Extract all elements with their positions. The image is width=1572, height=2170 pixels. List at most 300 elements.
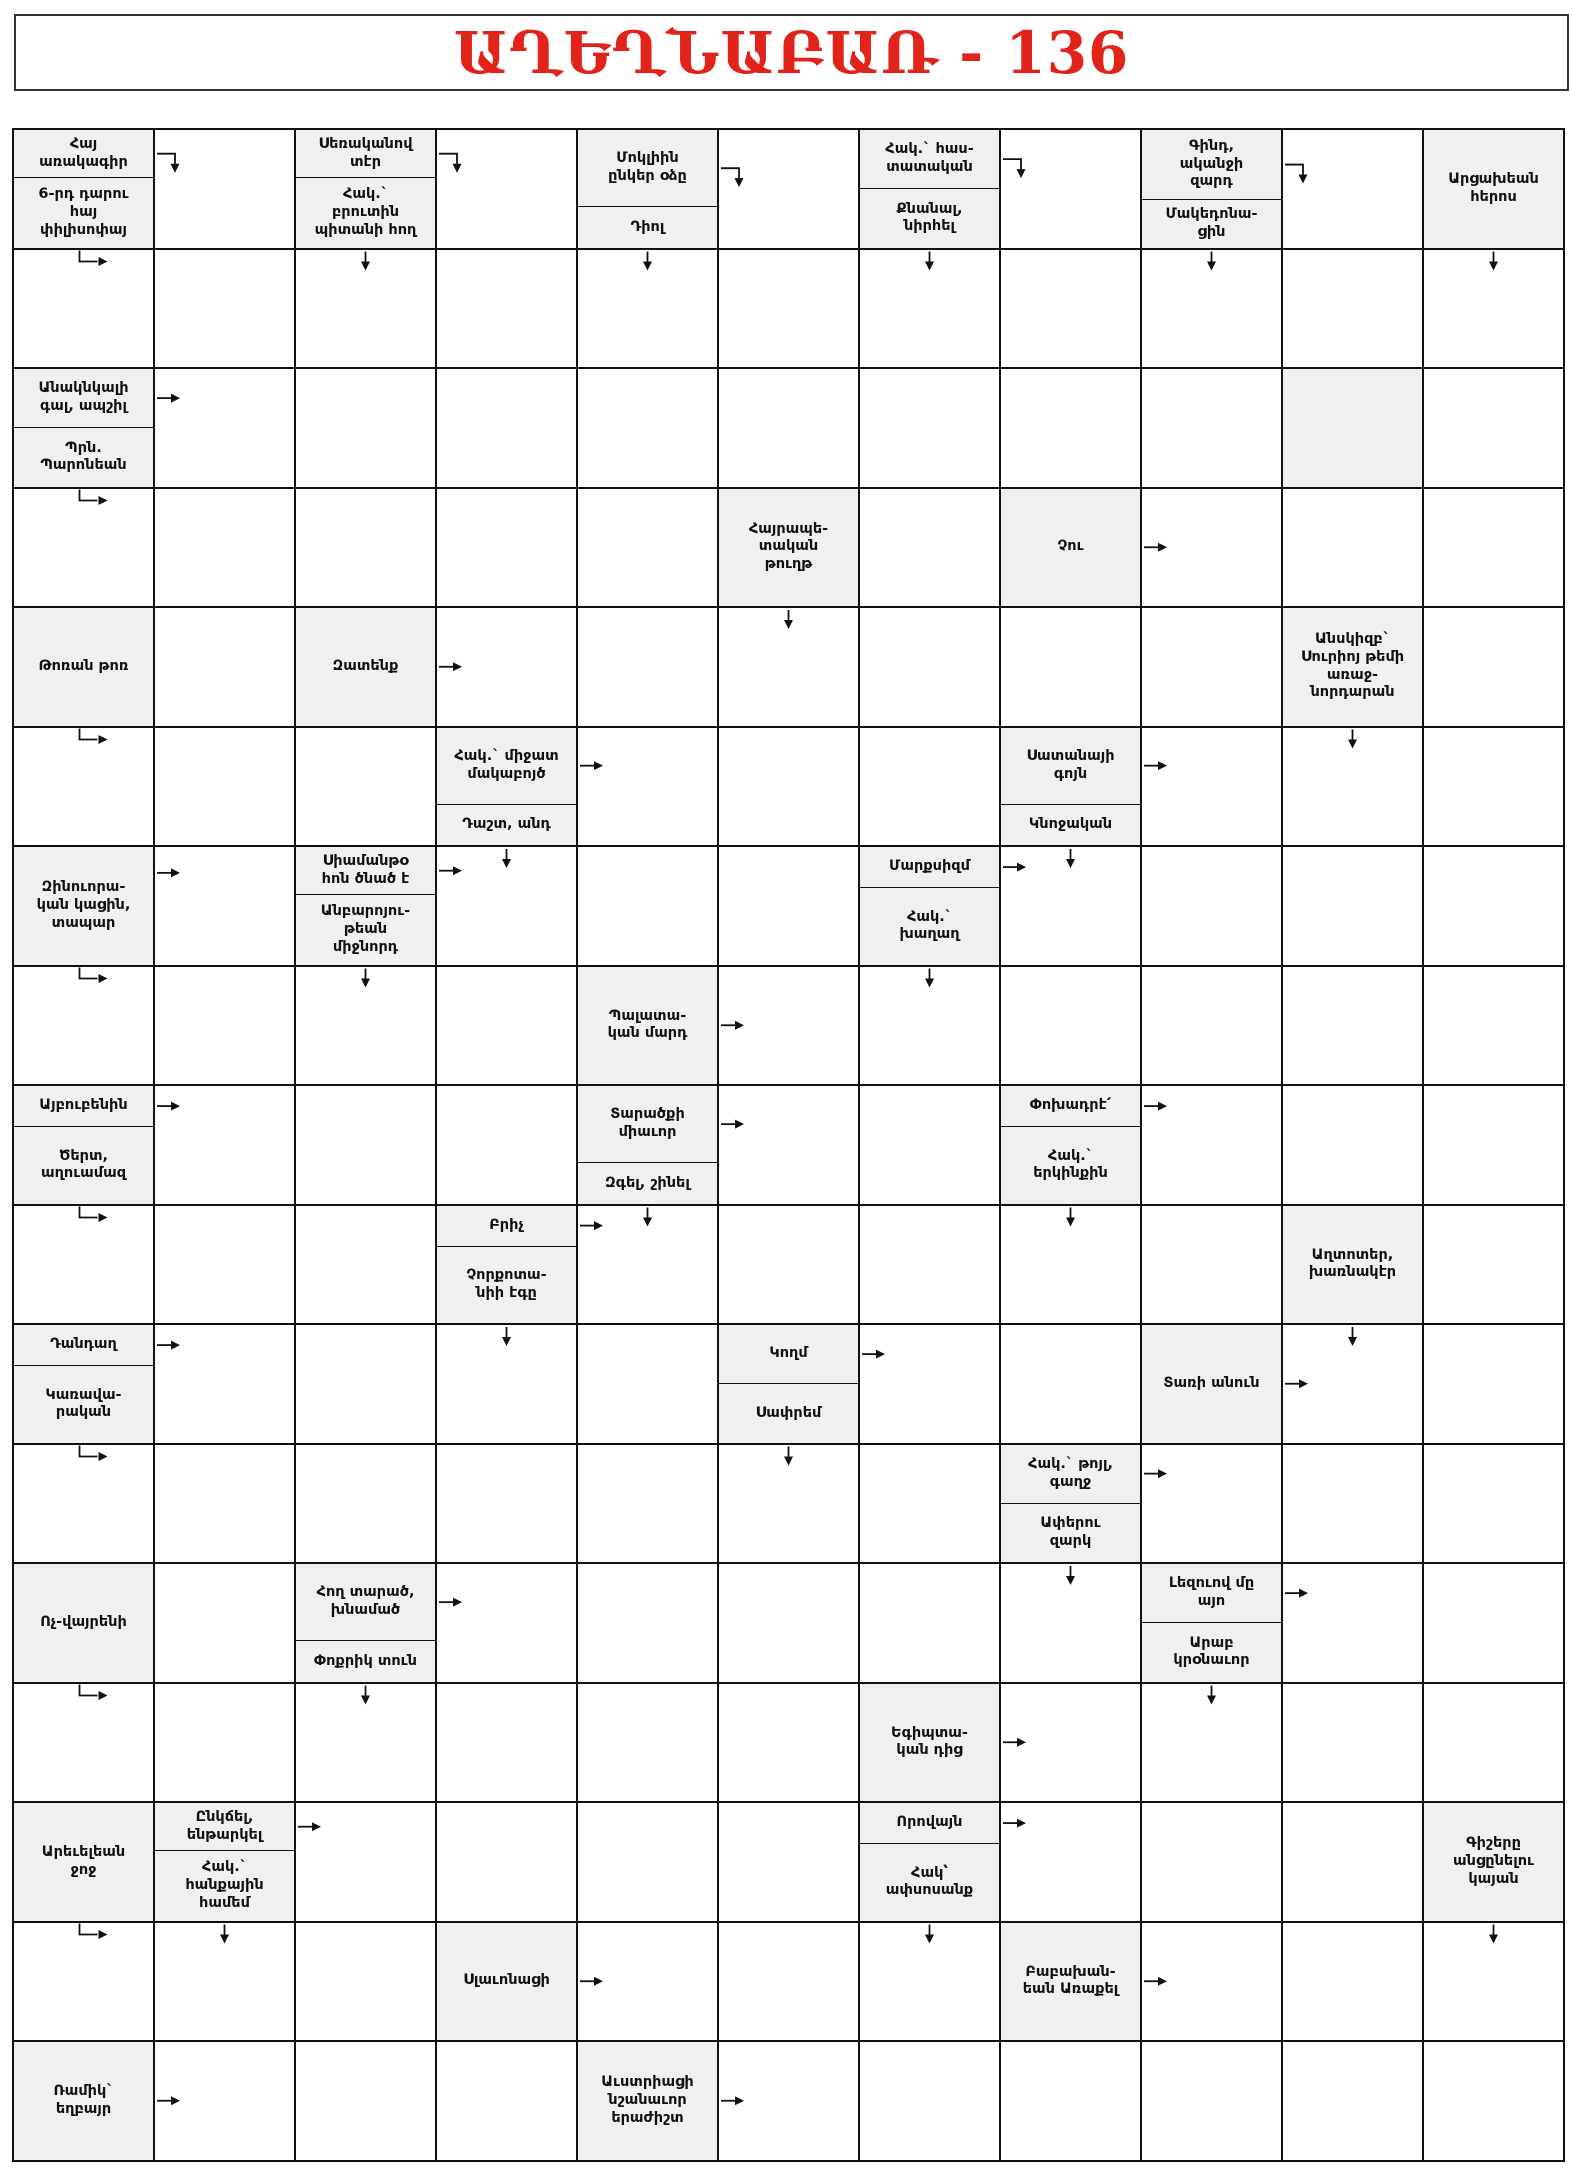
clue-text: Ռամիկ` եղբայր [53,2083,114,2117]
answer-cell[interactable] [578,1923,719,2043]
answer-cell[interactable] [155,250,296,370]
answer-cell[interactable] [155,608,296,728]
clue-box [578,2042,717,2160]
clue-cell [14,1803,155,1923]
answer-cell[interactable] [1001,369,1142,489]
answer-cell[interactable] [437,847,578,967]
answer-cell[interactable] [1142,1684,1283,1804]
answer-cell[interactable] [437,608,578,728]
split-clue-cell [296,847,437,967]
clue-text: Հայրապե- տական թուղթ [748,520,829,573]
answer-cell[interactable] [155,2042,296,2162]
answer-cell[interactable] [14,1206,155,1326]
answer-cell[interactable] [1001,1564,1142,1684]
answer-cell[interactable] [1001,1684,1142,1804]
answer-cell[interactable] [719,1445,860,1565]
answer-cell[interactable] [1424,1086,1565,1206]
answer-cell[interactable] [437,1684,578,1804]
clue-box [719,489,858,607]
clue-text: Հակ.` խաղաղ [899,908,960,943]
clue-cell [1424,1803,1565,1923]
clue-box [1142,130,1281,199]
answer-cell[interactable] [1424,967,1565,1087]
answer-cell[interactable] [296,1086,437,1206]
answer-cell[interactable] [1424,1445,1565,1565]
split-clue-cell [14,130,155,250]
answer-cell[interactable] [860,1086,1001,1206]
clue-box [1001,1503,1140,1562]
clue-cell [578,967,719,1087]
answer-cell[interactable] [155,1445,296,1565]
answer-cell[interactable] [578,847,719,967]
clue-cell [14,1564,155,1684]
clue-text: Բրիչ [489,1216,524,1233]
clue-cell [1001,489,1142,609]
clue-text: Ոչ-վայրենի [40,1613,127,1630]
answer-cell[interactable] [155,130,296,250]
answer-cell[interactable] [860,608,1001,728]
clue-text: Սեռականով տէր [318,136,413,170]
answer-cell[interactable] [1142,1445,1283,1565]
clue-cell [14,847,155,967]
split-clue-cell [860,847,1001,967]
clue-text: Անսկիզբ` Սուրիոյ թեմի առաջ- նորդարան [1300,631,1405,701]
clue-text: Մարքսիզմ [889,858,970,875]
clue-box [719,1325,858,1383]
answer-cell[interactable] [1424,608,1565,728]
clue-box [860,188,999,247]
answer-cell[interactable] [578,1564,719,1684]
answer-cell[interactable] [1142,1086,1283,1206]
answer-cell[interactable] [578,489,719,609]
answer-cell[interactable] [155,1923,296,2043]
answer-cell[interactable] [296,1206,437,1326]
split-clue-cell [1001,1086,1142,1206]
answer-cell[interactable] [155,1086,296,1206]
clue-text: Հող տարած, խնամած [316,1584,415,1619]
clue-text: Զինուորա- կան կացին, տապար [36,879,131,931]
clue-box [1001,728,1140,804]
answer-cell[interactable] [860,1445,1001,1565]
clue-text: Զատենք [332,657,399,674]
clue-text: Սիամանթօ հոն ծնած է [321,853,410,887]
clue-text: Ծերտ, աղուամազ [40,1147,127,1182]
clue-box [1424,1803,1563,1921]
answer-cell[interactable] [719,608,860,728]
answer-cell[interactable] [14,1445,155,1565]
split-clue-cell [860,130,1001,250]
clue-cell [1283,608,1424,728]
clue-text: Պալատա- կան մարդ [607,1007,688,1042]
clue-box [14,369,153,427]
clue-text: Դաշտ, անդ [462,816,551,833]
clue-text: Անակնկալի գալ, ապշիլ [38,380,129,415]
clue-box [1142,1622,1281,1681]
clue-box [14,427,153,486]
answer-cell[interactable] [155,967,296,1087]
answer-cell[interactable] [1283,1325,1424,1445]
answer-cell[interactable] [1283,1803,1424,1923]
answer-cell[interactable] [719,369,860,489]
answer-cell[interactable] [437,1564,578,1684]
clue-text: Կնոջական [1028,816,1113,833]
clue-text: Արեւելեան ջոջ [41,1844,126,1878]
answer-cell[interactable] [860,967,1001,1087]
clue-text: Կողմ [769,1345,808,1362]
answer-cell[interactable] [437,369,578,489]
clue-box [296,1640,435,1681]
clue-box [155,1850,294,1920]
answer-cell[interactable] [719,847,860,967]
answer-cell[interactable] [719,1206,860,1326]
answer-cell[interactable] [1283,728,1424,848]
clue-box [14,847,153,965]
answer-cell[interactable] [1283,489,1424,609]
answer-cell[interactable] [14,489,155,609]
answer-cell[interactable] [578,1803,719,1923]
clue-box [578,1086,717,1162]
clue-box [1142,1325,1281,1443]
clue-text: Գիշերը անցընելու կայան [1453,1835,1534,1887]
answer-cell[interactable] [1001,250,1142,370]
answer-cell[interactable] [1283,1445,1424,1565]
puzzle-title: ԱՂԵՂՆԱԲԱՌ - 136 [453,18,1130,87]
answer-cell[interactable] [155,1206,296,1326]
clue-text: Մոկլիին ընկեր օձը [608,150,687,185]
clue-text: Սափրեմ [755,1404,822,1421]
clue-box [860,1684,999,1802]
split-clue-cell [296,130,437,250]
clue-text: Գինդ, ականջի զարդ [1179,138,1244,190]
split-clue-cell [1142,130,1283,250]
clue-cell [14,608,155,728]
clue-cell [296,608,437,728]
clue-text: Հակ.` հաս- տատական [885,141,974,176]
answer-cell[interactable] [1142,847,1283,967]
clue-box [296,847,435,894]
clue-text: Չորքոտա- նիի էգը [466,1267,547,1301]
answer-cell[interactable] [1424,1325,1565,1445]
clue-cell [719,489,860,609]
split-clue-cell [14,1325,155,1445]
answer-cell[interactable] [860,489,1001,609]
answer-cell[interactable] [155,489,296,609]
clue-box [437,1923,576,2041]
answer-cell[interactable] [1001,1206,1142,1326]
clue-text: Աւստրիացի նշանաւոր երաժիշտ [601,2074,694,2126]
answer-cell[interactable] [155,1684,296,1804]
answer-cell[interactable] [719,2042,860,2162]
clue-box [14,1086,153,1126]
clue-box [14,1564,153,1682]
clue-text: Մակեդոնա- ցին [1165,206,1258,240]
answer-cell[interactable] [1424,489,1565,609]
clue-cell [1283,1206,1424,1326]
clue-box [1001,489,1140,607]
answer-cell[interactable] [1142,369,1283,489]
clue-box [296,1564,435,1640]
answer-cell[interactable] [437,1325,578,1445]
clue-text: Չու [1057,538,1084,555]
answer-cell[interactable] [860,250,1001,370]
answer-cell[interactable] [1142,967,1283,1087]
answer-cell[interactable] [1142,250,1283,370]
clue-box [14,1325,153,1365]
answer-cell[interactable] [437,1086,578,1206]
answer-cell[interactable] [860,369,1001,489]
answer-cell[interactable] [1142,1923,1283,2043]
clue-box [1142,199,1281,247]
answer-cell[interactable] [296,1803,437,1923]
clue-box [1142,1564,1281,1622]
answer-cell[interactable] [14,1684,155,1804]
clue-text: Հակ.` հանքային համեմ [185,1859,264,1911]
answer-cell[interactable] [1283,130,1424,250]
clue-box [860,847,999,887]
answer-cell[interactable] [1424,847,1565,967]
split-clue-cell [1001,1445,1142,1565]
answer-cell[interactable] [719,130,860,250]
answer-cell[interactable] [155,369,296,489]
clue-box [1001,804,1140,845]
clue-box [1424,130,1563,248]
answer-cell[interactable] [437,130,578,250]
clue-text: Այբուբենին [39,1097,128,1114]
answer-cell[interactable] [296,2042,437,2162]
answer-cell[interactable] [1283,250,1424,370]
answer-cell[interactable] [437,489,578,609]
answer-cell[interactable] [1424,1564,1565,1684]
clue-box [296,894,435,964]
answer-cell[interactable] [1283,1564,1424,1684]
clue-box [578,206,717,247]
clue-text: Զգել, շինել [605,1174,690,1191]
answer-cell[interactable] [437,1445,578,1565]
answer-cell[interactable] [437,250,578,370]
clue-text: Հակ.` երկինքին [1033,1147,1108,1182]
answer-cell[interactable] [1142,2042,1283,2162]
answer-cell[interactable] [578,369,719,489]
split-clue-cell [155,1803,296,1923]
clue-cell [578,2042,719,2162]
crossword-grid [12,128,1565,2162]
split-clue-cell [14,369,155,489]
answer-cell[interactable] [296,728,437,848]
clue-box [578,967,717,1085]
clue-box [296,608,435,726]
clue-text: Տարածքի միաւոր [610,1106,685,1141]
answer-cell[interactable] [155,728,296,848]
answer-cell[interactable] [1142,489,1283,609]
clue-box [860,887,999,964]
clue-box [437,1246,576,1323]
answer-cell[interactable] [296,489,437,609]
clue-text: Դիոլ [630,218,665,235]
blocked-cell [1283,369,1424,489]
answer-cell[interactable] [578,1325,719,1445]
clue-text: Քնանալ, նիրհել [896,200,963,235]
answer-cell[interactable] [1142,608,1283,728]
answer-cell[interactable] [1142,1206,1283,1326]
clue-box [14,2042,153,2160]
answer-cell[interactable] [578,250,719,370]
clue-box [719,1383,858,1442]
clue-text: Եգիպտա- կան դից [891,1724,968,1759]
answer-cell[interactable] [1424,1923,1565,2043]
answer-cell[interactable] [14,1923,155,2043]
split-clue-cell [578,130,719,250]
clue-text: Պրն. Պարոնեան [40,439,127,474]
clue-text: Որովայն [896,1814,963,1831]
clue-box [14,1803,153,1921]
answer-cell[interactable] [719,1803,860,1923]
clue-box [578,130,717,206]
clue-box [1283,1206,1422,1324]
clue-text: Սլաւոնացի [463,1972,550,1989]
clue-cell [14,2042,155,2162]
answer-cell[interactable] [1283,847,1424,967]
clue-box [155,1803,294,1850]
answer-cell[interactable] [860,1206,1001,1326]
answer-cell[interactable] [860,728,1001,848]
split-clue-cell [14,1086,155,1206]
clue-box [1283,608,1422,726]
clue-box [14,1126,153,1203]
answer-cell[interactable] [155,1564,296,1684]
clue-text: Աղտոտեր, խառնակէր [1308,1246,1397,1281]
split-clue-cell [437,1206,578,1326]
split-clue-cell [296,1564,437,1684]
answer-cell[interactable] [1424,2042,1565,2162]
answer-cell[interactable] [155,1325,296,1445]
answer-cell[interactable] [437,1803,578,1923]
answer-cell[interactable] [437,2042,578,2162]
answer-cell[interactable] [296,1445,437,1565]
answer-cell[interactable] [719,1684,860,1804]
answer-cell[interactable] [1001,1803,1142,1923]
answer-cell[interactable] [578,1206,719,1326]
answer-cell[interactable] [1001,130,1142,250]
answer-cell[interactable] [1424,1206,1565,1326]
clue-box [860,1843,999,1920]
clue-box [437,1206,576,1246]
answer-cell[interactable] [719,728,860,848]
clue-box [860,130,999,188]
answer-cell[interactable] [1001,608,1142,728]
answer-cell[interactable] [578,1684,719,1804]
clue-box [14,608,153,726]
answer-cell[interactable] [1001,967,1142,1087]
clue-box [1001,1923,1140,2041]
clue-box [14,1365,153,1442]
answer-cell[interactable] [1283,2042,1424,2162]
answer-cell[interactable] [296,967,437,1087]
answer-cell[interactable] [1001,1325,1142,1445]
clue-text: Հայ առակագիր [39,136,128,170]
split-clue-cell [1142,1564,1283,1684]
clue-box [860,1803,999,1843]
answer-cell[interactable] [1283,1086,1424,1206]
answer-cell[interactable] [860,2042,1001,2162]
answer-cell[interactable] [719,250,860,370]
clue-text: Թոռան թոռ [38,657,129,674]
clue-text: Տառի անուն [1163,1374,1260,1391]
crossword-board [12,128,1565,2162]
answer-cell[interactable] [1283,967,1424,1087]
answer-cell[interactable] [1142,1803,1283,1923]
clue-box [1001,1086,1140,1126]
answer-cell[interactable] [578,1445,719,1565]
split-clue-cell [719,1325,860,1445]
split-clue-cell [1001,728,1142,848]
answer-cell[interactable] [296,1923,437,2043]
answer-cell[interactable] [437,967,578,1087]
clue-box [1001,1445,1140,1503]
answer-cell[interactable] [860,1325,1001,1445]
answer-cell[interactable] [1001,2042,1142,2162]
answer-cell[interactable] [14,250,155,370]
answer-cell[interactable] [1424,1684,1565,1804]
answer-cell[interactable] [719,967,860,1087]
answer-cell[interactable] [14,967,155,1087]
clue-cell [1001,1923,1142,2043]
clue-text: Փոխադրէ՛ [1029,1097,1112,1114]
split-clue-cell [437,728,578,848]
answer-cell[interactable] [719,1086,860,1206]
answer-cell[interactable] [1283,1923,1424,2043]
clue-text: Ընկճել, ենթարկել [186,1809,263,1843]
clue-text: Արաբ կրօնաւոր [1173,1634,1250,1669]
answer-cell[interactable] [719,1564,860,1684]
clue-text: Հակ.` թոյլ, գաղջ [1028,1455,1113,1490]
clue-text: Հակ.` բրուտին պիտանի հող [314,186,417,238]
answer-cell[interactable] [1142,728,1283,848]
answer-cell[interactable] [578,728,719,848]
clue-cell [437,1923,578,2043]
answer-cell[interactable] [1001,847,1142,967]
clue-text: Լեզուով մը այո [1168,1575,1255,1610]
clue-text: Ափերու զարկ [1040,1515,1101,1549]
clue-text: Սատանայի գոյն [1026,747,1115,782]
answer-cell[interactable] [14,728,155,848]
split-clue-cell [860,1803,1001,1923]
answer-cell[interactable] [860,1923,1001,2043]
answer-cell[interactable] [296,1684,437,1804]
answer-cell[interactable] [719,1923,860,2043]
answer-cell[interactable] [860,1564,1001,1684]
clue-box [437,804,576,845]
answer-cell[interactable] [1424,369,1565,489]
answer-cell[interactable] [1283,1684,1424,1804]
answer-cell[interactable] [296,250,437,370]
clue-text: Անբարոյու- թեան միջնորդ [320,903,411,955]
answer-cell[interactable] [578,608,719,728]
clue-box [1001,1126,1140,1203]
split-clue-cell [578,1086,719,1206]
answer-cell[interactable] [1424,250,1565,370]
answer-cell[interactable] [296,369,437,489]
clue-text: Հակ.` միջատ մակաբոյծ [454,747,559,782]
clue-text: Դանդաղ [50,1336,117,1353]
clue-text: Բաբախան- եան Առաքել [1022,1963,1119,1998]
answer-cell[interactable] [1424,728,1565,848]
answer-cell[interactable] [296,1325,437,1445]
clue-text: Կառավա- րական [45,1386,122,1421]
clue-cell [1142,1325,1283,1445]
clue-cell [860,1684,1001,1804]
clue-text: Փոքրիկ տուն [314,1652,417,1669]
answer-cell[interactable] [155,847,296,967]
